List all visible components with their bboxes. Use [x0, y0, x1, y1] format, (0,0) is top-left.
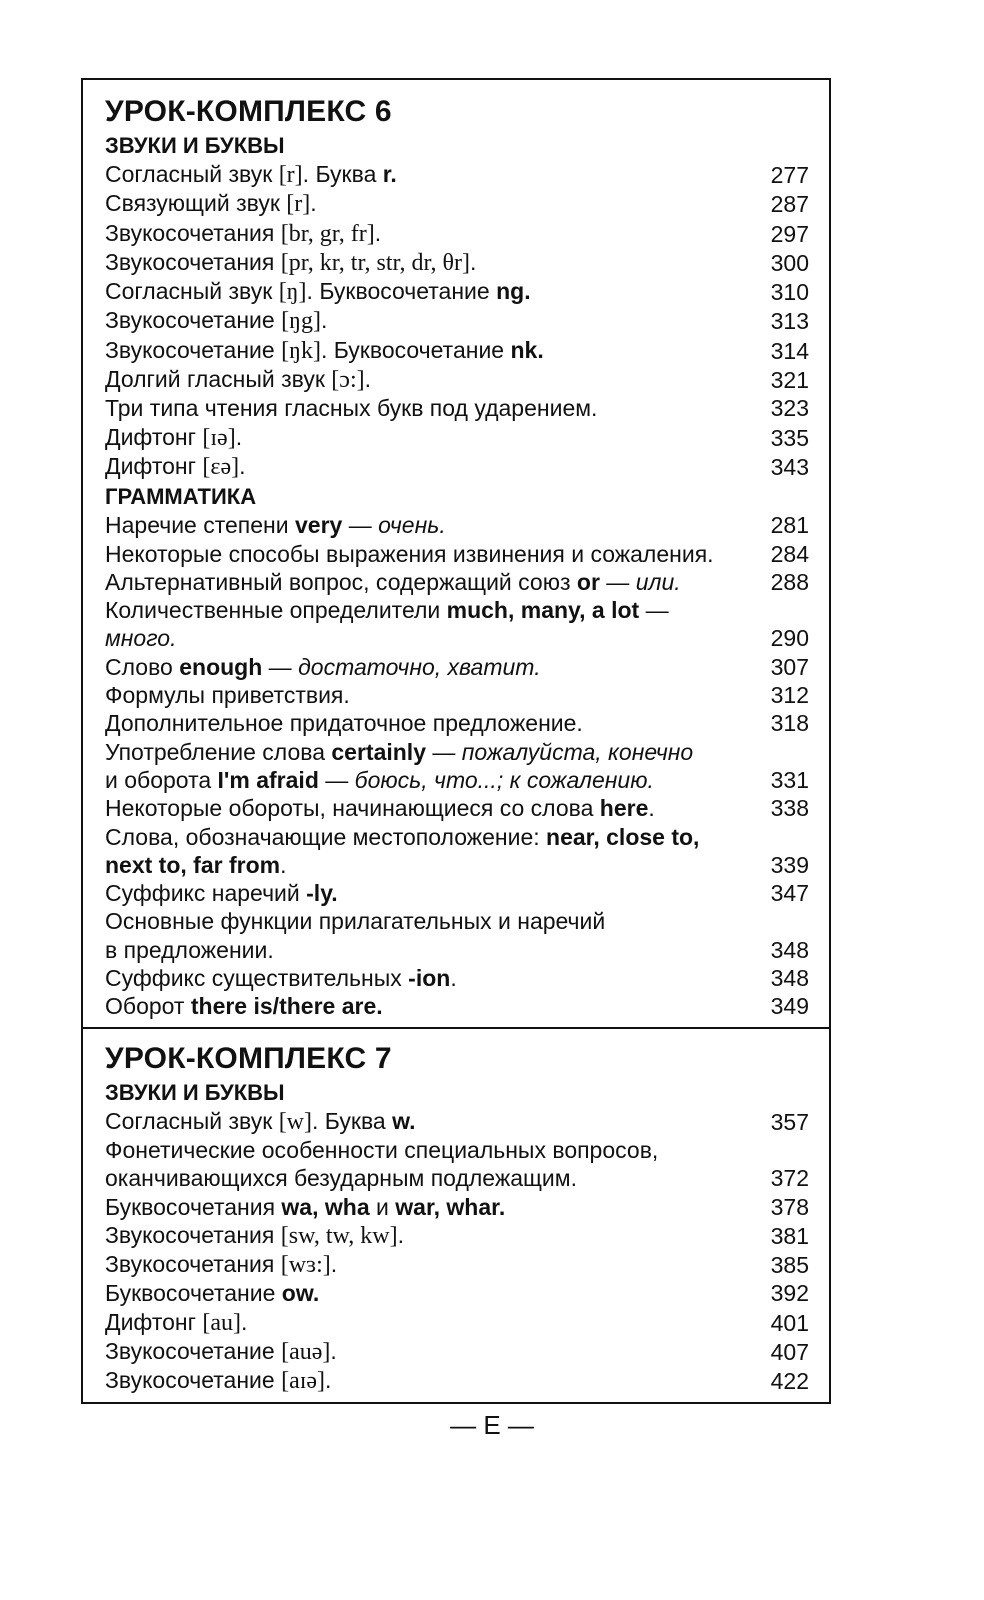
toc-entry-text: Дифтонг [ɪə]. [105, 423, 243, 451]
toc-entry-page-number: 392 [770, 1280, 809, 1307]
lesson-7-section [83, 1027, 829, 1402]
toc-entry-page-number: 385 [770, 1252, 809, 1279]
toc-entry [105, 766, 809, 794]
toc-entry-text: Согласный звук [r]. Буква r. [105, 161, 397, 188]
toc-entry-page-number: 321 [770, 367, 809, 394]
toc-entry [105, 568, 809, 596]
toc-entry [105, 219, 809, 248]
toc-entry-page-number: 300 [770, 249, 809, 276]
toc-entry-text: Слова, обозначающие местоположение: near, close to, [105, 823, 700, 850]
toc-entry-text: Звукосочетание [ŋg]. [105, 307, 328, 335]
page-footer: — E — [450, 1410, 534, 1440]
toc-entry-text: в предложении. [105, 936, 274, 963]
toc-entry [105, 1308, 809, 1337]
lesson-7-title: УРОК-КОМПЛЕКС 7 [105, 1041, 392, 1075]
toc-entry-text: Буквосочетание ow. [105, 1280, 320, 1307]
toc-entry-text: Долгий гласный звук [ɔ:]. [105, 366, 371, 394]
toc-entry [105, 907, 809, 935]
toc-entry-text: Суффикс наречий -ly. [105, 880, 338, 907]
toc-entry-page-number: 422 [770, 1368, 809, 1395]
toc-entry-text: Альтернативный вопрос, содержащий союз or — или. [105, 568, 681, 595]
toc-entry [105, 277, 809, 306]
toc-entry-page-number: 338 [770, 795, 809, 822]
toc-entry-page-number: 357 [770, 1108, 809, 1135]
toc-entry-text: Формулы приветствия. [105, 682, 350, 709]
toc-entry-page-number: 335 [770, 424, 809, 451]
toc-entry [105, 738, 809, 766]
toc-entry [105, 452, 809, 481]
toc-entry [105, 540, 809, 568]
toc-entry [105, 992, 809, 1020]
toc-entry [105, 306, 809, 335]
toc-entry [105, 1250, 809, 1279]
toc-entry-text: Звукосочетания [pr, kr, tr, str, dr, θr]. [105, 248, 477, 276]
lesson-7-sounds-heading: ЗВУКИ И БУКВЫ [105, 1079, 285, 1105]
toc-entry-page-number: 307 [770, 653, 809, 680]
toc-entry-page-number: 348 [770, 965, 809, 992]
toc-entry [105, 248, 809, 277]
toc-entry [105, 653, 809, 681]
toc-entry [105, 823, 809, 851]
toc-entry-page-number: 343 [770, 453, 809, 480]
toc-entry-text: Употребление слова certainly — пожалуйста, конечно [105, 738, 694, 765]
toc-entry-page-number: 288 [770, 568, 809, 595]
toc-entry [105, 1164, 809, 1192]
toc-entry-text: Дифтонг [ɛə]. [105, 452, 246, 480]
toc-entry [105, 681, 809, 709]
toc-entry-text: Некоторые способы выражения извинения и сожаления. [105, 540, 714, 567]
toc-entry-text: Слово enough — достаточно, хватит. [105, 653, 541, 680]
toc-entry-page-number: 297 [770, 220, 809, 247]
toc-entry-page-number: 407 [770, 1338, 809, 1365]
toc-entry [105, 596, 809, 624]
toc-entry-page-number: 313 [770, 308, 809, 335]
toc-entry-text: Некоторые обороты, начинающиеся со слова here. [105, 795, 655, 822]
toc-entry-page-number: 284 [770, 540, 809, 567]
toc-entry-page-number: 281 [770, 512, 809, 539]
toc-entry-text: много. [105, 625, 177, 652]
toc-entry [105, 964, 809, 992]
lesson-6-title: УРОК-КОМПЛЕКС 6 [105, 95, 392, 128]
toc-entry-page-number: 310 [770, 279, 809, 306]
toc-entry [105, 879, 809, 907]
toc-entry [105, 709, 809, 737]
toc-entry [105, 160, 809, 189]
toc-entry-page-number: 314 [770, 337, 809, 364]
toc-entry [105, 794, 809, 822]
toc-entry-text: Суффикс существительных -ion. [105, 965, 457, 992]
toc-entry-page-number: 287 [770, 191, 809, 218]
toc-entry-page-number: 277 [770, 162, 809, 188]
toc-entry-text: Фонетические особенности специальных вопросов, [105, 1136, 659, 1163]
toc-entry [105, 1136, 809, 1164]
toc-entry-page-number: 339 [770, 851, 809, 878]
table-of-contents [81, 78, 831, 1404]
toc-entry-text: Звукосочетания [wɜ:]. [105, 1251, 338, 1279]
toc-entry-text: Согласный звук [w]. Буква w. [105, 1107, 416, 1135]
toc-entry [105, 336, 809, 365]
toc-entry-text: Количественные определители much, many, a lot — [105, 597, 669, 624]
lesson-7-sounds-list [105, 1107, 809, 1396]
toc-entry-text: Согласный звук [ŋ]. Буквосочетание ng. [105, 278, 531, 306]
toc-entry-page-number: 331 [770, 766, 809, 793]
toc-entry [105, 1337, 809, 1366]
toc-entry [105, 936, 809, 964]
toc-entry-text: Звукосочетание [auə]. [105, 1337, 337, 1365]
toc-entry-page-number: 290 [770, 625, 809, 652]
toc-entry [105, 365, 809, 394]
lesson-6-sounds-list [105, 160, 809, 481]
toc-entry [105, 394, 809, 422]
toc-entry-text: Звукосочетание [ŋk]. Буквосочетание nk. [105, 336, 544, 364]
toc-entry [105, 1107, 809, 1136]
toc-entry-text: next to, far from. [105, 851, 287, 878]
toc-entry-page-number: 378 [770, 1193, 809, 1220]
toc-entry-text: и оборота I'm afraid — боюсь, что...; к сожалению. [105, 766, 654, 793]
toc-entry-text: Основные функции прилагательных и наречий [105, 908, 606, 935]
toc-entry-text: Буквосочетания wa, wha и war, whar. [105, 1193, 506, 1220]
lesson-6-grammar-heading: ГРАММАТИКА [105, 484, 257, 510]
toc-entry-text: Наречие степени very — очень. [105, 512, 446, 539]
toc-entry-text: Оборот there is/there are. [105, 993, 383, 1020]
toc-entry-page-number: 349 [770, 993, 809, 1020]
lesson-6-section [83, 80, 829, 1027]
toc-entry-page-number: 348 [770, 936, 809, 963]
toc-entry-page-number: 381 [770, 1222, 809, 1249]
toc-entry-page-number: 312 [770, 682, 809, 709]
toc-entry [105, 851, 809, 879]
toc-entry-page-number: 323 [770, 395, 809, 422]
toc-entry-text: Звукосочетания [br, gr, fr]. [105, 219, 382, 247]
toc-entry-text: Звукосочетания [sw, tw, kw]. [105, 1221, 404, 1249]
toc-entry-text: оканчивающихся безударным подлежащим. [105, 1165, 577, 1192]
toc-entry-text: Дополнительное придаточное предложение. [105, 710, 583, 737]
toc-entry [105, 1193, 809, 1221]
toc-entry [105, 1279, 809, 1307]
toc-entry-text: Дифтонг [au]. [105, 1308, 248, 1336]
lesson-6-grammar-list [105, 511, 809, 1020]
toc-entry [105, 1366, 809, 1395]
toc-entry-page-number: 401 [770, 1309, 809, 1336]
toc-entry-page-number: 318 [770, 710, 809, 737]
toc-entry [105, 511, 809, 539]
toc-entry [105, 624, 809, 652]
toc-entry-text: Связующий звук [r]. [105, 190, 317, 218]
toc-entry [105, 1221, 809, 1250]
toc-entry [105, 189, 809, 218]
toc-entry-page-number: 347 [770, 880, 809, 907]
toc-entry-text: Три типа чтения гласных букв под ударением. [105, 395, 598, 422]
lesson-6-sounds-heading: ЗВУКИ И БУКВЫ [105, 133, 285, 158]
toc-entry-text: Звукосочетание [aɪə]. [105, 1367, 332, 1395]
toc-entry [105, 423, 809, 452]
toc-entry-page-number: 372 [770, 1165, 809, 1192]
